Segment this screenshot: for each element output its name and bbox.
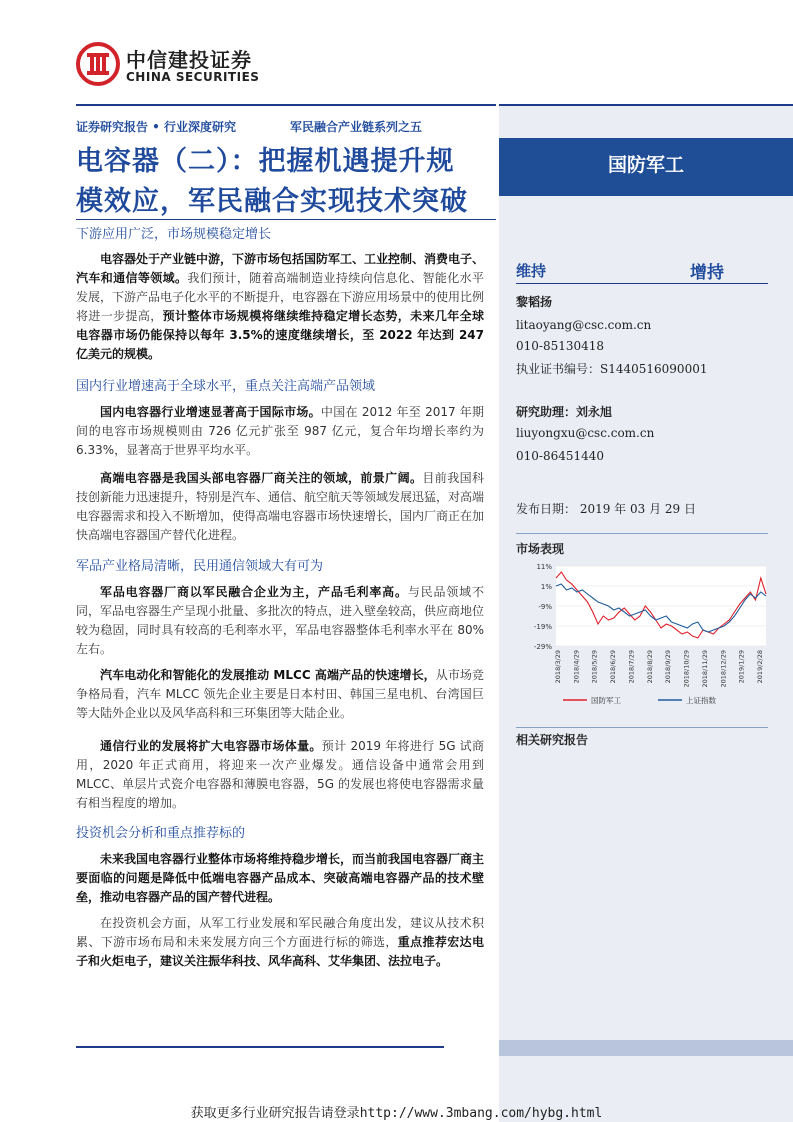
sector-label: 国防军工 bbox=[607, 154, 684, 176]
section-1-heading: 下游应用广泛，市场规模稳定增长 bbox=[76, 227, 272, 242]
section-2-paragraph-1 bbox=[76, 403, 484, 460]
analyst-license: 执业证书编号：S1440516090001 bbox=[516, 362, 708, 376]
publish-date: 发布日期： 2019 年 03 月 29 日 bbox=[516, 502, 696, 516]
section-3-paragraph-1 bbox=[76, 583, 484, 659]
title-line-2: 模效应，军民融合实现技术突破 bbox=[76, 186, 468, 217]
chart-svg bbox=[508, 558, 772, 718]
section-3-paragraph-3 bbox=[76, 737, 484, 813]
chart-legend-label: 上证指数 bbox=[686, 696, 716, 705]
section-1-text-a: 我们预计，随着高端制造业持续向信息化、智能化水平发展，下游产品电子化水平的不断提升，电容器在下游应用场景中的使用比例将进一步提高， bbox=[76, 271, 485, 323]
section-2-heading: 国内行业增速高于全球水平，重点关注高端产品领域 bbox=[76, 379, 376, 394]
analyst-name: 黎韬扬 bbox=[516, 295, 553, 309]
page-footer bbox=[0, 1102, 793, 1121]
footer-prefix: 获取更多行业研究报告请登录 bbox=[190, 1106, 360, 1121]
title-divider bbox=[76, 219, 496, 220]
section-4-bold-1: 未来我国电容器行业整体市场将维持稳步增长，而当前我国电容器厂商主要面临的问题是降低中低端电容器产品成本、突破高端电容器产品的技术壁垒，推动电容器产品的国产替代进程。 bbox=[76, 852, 485, 904]
chart-x-tick-label: 2018/11/29 bbox=[700, 650, 709, 688]
analyst-phone: 010-85130418 bbox=[516, 339, 605, 353]
brand-name-en: CHINA SECURITIES bbox=[126, 70, 260, 84]
header-divider bbox=[76, 104, 496, 106]
chart-y-tick-label: 1% bbox=[540, 583, 552, 591]
chart-x-tick-label: 2018/10/29 bbox=[682, 650, 691, 688]
section-1-bold-b: 预计整体市场规模将继续维持稳定增长态势，未来几年全球电容器市场仍能保持以每年 3.5%的速度继续增长，至 2022 年达到 247 亿美元的规模。 bbox=[76, 309, 484, 361]
section-3-bold-1: 军品电容器厂商以军民融合企业为主，产品毛利率高。 bbox=[100, 585, 408, 599]
assistant-label: 研究助理：刘永旭 bbox=[516, 405, 613, 419]
section-1-bold-a: 电容器处于产业链中游，下游市场包括国防军工、工业控制、消费电子、汽车和通信等领域。 bbox=[76, 252, 485, 285]
section-2-bold-1: 国内电容器行业增速显著高于国际市场。 bbox=[100, 405, 321, 419]
section-3-bold-3: 通信行业的发展将扩大电容器市场体量。 bbox=[100, 739, 322, 753]
section-2-bold-2: 高端电容器是我国头部电容器厂商关注的领域，前景广阔。 bbox=[100, 471, 423, 485]
section-2-text-1: 中国在 2012 年至 2017 年期间的电容市场规模则由 726 亿元扩张至 987 亿元，复合年均增长率约为 6.33%，显著高于世界平均水平。 bbox=[76, 405, 484, 457]
date-divider bbox=[516, 533, 768, 534]
title-line-1: 电容器（二）：把握机遇提升规 bbox=[76, 146, 455, 177]
section-4-heading: 投资机会分析和重点推荐标的 bbox=[76, 826, 246, 841]
section-4-text-2: 在投资机会方面，从军工行业发展和军民融合角度出发，建议从技术积累、下游市场布局和未来发展方向三个方面进行标的筛选， bbox=[76, 916, 484, 949]
chart-y-tick-label: 11% bbox=[536, 563, 552, 571]
footer-divider bbox=[76, 1046, 444, 1048]
report-type: 证券研究报告 • 行业深度研究 bbox=[76, 120, 237, 134]
chart-x-tick-label: 2018/8/29 bbox=[645, 650, 654, 684]
chart-x-tick-label: 2018/9/29 bbox=[664, 650, 673, 684]
chart-x-tick-label: 2018/7/29 bbox=[627, 650, 636, 684]
chart-x-tick-label: 2019/1/29 bbox=[737, 650, 746, 684]
section-1-paragraph bbox=[76, 250, 484, 364]
section-4-bold-2: 重点推荐宏达电子和火炬电子，建议关注振华科技、风华高科、艾华集团、法拉电子。 bbox=[76, 935, 484, 968]
chart-x-tick-label: 2018/6/29 bbox=[609, 650, 618, 684]
side-panel-footer-bar bbox=[499, 1040, 793, 1056]
section-3-text-3: 预计 2019 年将进行 5G 试商用，2020 年正式商用，将迎来一次产业爆发。通信设备中通常会用到 MLCC、单层片式瓷介电容器和薄膜电容器，5G 的发展也将使电容器需求量有相当程度的增加。 bbox=[76, 739, 484, 810]
assistant-phone: 010-86451440 bbox=[516, 449, 605, 463]
chart-x-tick-label: 2018/4/29 bbox=[572, 650, 581, 684]
chart-x-tick-label: 2019/2/28 bbox=[756, 650, 764, 684]
chart-y-tick-label: -19% bbox=[533, 623, 552, 631]
chart-x-tick-label: 2018/5/29 bbox=[590, 650, 599, 684]
rating-value: 增持 bbox=[690, 263, 724, 283]
section-4-paragraph-1 bbox=[76, 850, 484, 907]
brand-name-cn: 中信建投证券 bbox=[126, 48, 252, 72]
chart-title: 市场表现 bbox=[516, 542, 565, 556]
section-3-heading: 军品产业格局清晰，民用通信领域大有可为 bbox=[76, 559, 324, 574]
chart-legend-label: 国防军工 bbox=[591, 696, 621, 705]
assistant-email[interactable]: liuyongxu@csc.com.cn bbox=[516, 426, 655, 440]
chart-x-tick-label: 2018/12/29 bbox=[719, 650, 728, 688]
brand-logo bbox=[76, 42, 260, 90]
chart-y-tick-label: -29% bbox=[533, 643, 552, 651]
related-divider bbox=[516, 727, 768, 728]
rating-divider bbox=[516, 283, 768, 284]
section-2-paragraph-2 bbox=[76, 469, 484, 545]
report-series: 军民融合产业链系列之五 bbox=[290, 120, 423, 134]
section-3-bold-2: 汽车电动化和智能化的发展推动 MLCC 高端产品的快速增长， bbox=[100, 668, 436, 682]
chart-y-tick-label: -9% bbox=[538, 603, 552, 611]
section-3-text-1: 与民品领域不同，军品电容器生产呈现小批量、多批次的特点，进入壁垒较高，供应商地位较为稳固，同时具有较高的毛利率水平，军品电容器整体毛利率水平在 80%左右。 bbox=[76, 585, 485, 656]
section-4-paragraph-2 bbox=[76, 914, 484, 971]
chart-x-tick-label: 2018/3/29 bbox=[554, 650, 562, 684]
section-3-text-2: 从市场竞争格局看，汽车 MLCC 领先企业主要是日本村田、韩国三星电机、台湾国巨等大陆外企业以及风华高科和三环集团等大陆企业。 bbox=[76, 668, 484, 720]
footer-link[interactable]: http://www.3mbang.com/hybg.html bbox=[359, 1106, 603, 1121]
rating-label: 维持 bbox=[516, 262, 547, 280]
market-performance-chart bbox=[508, 558, 772, 718]
section-2-text-2: 目前我国科技创新能力迅速提升，特别是汽车、通信、航空航天等领域发展迅猛，对高端电容器需求和投入不断增加，使得高端电容器市场快速增长，国内厂商正在加快高端电容器国产替代化进程。 bbox=[76, 471, 485, 542]
section-3-paragraph-2 bbox=[76, 666, 484, 723]
brand-emblem-icon bbox=[76, 42, 120, 86]
page-title bbox=[76, 142, 496, 222]
related-reports-title: 相关研究报告 bbox=[516, 733, 589, 747]
analyst-email[interactable]: litaoyang@csc.com.cn bbox=[516, 318, 652, 332]
